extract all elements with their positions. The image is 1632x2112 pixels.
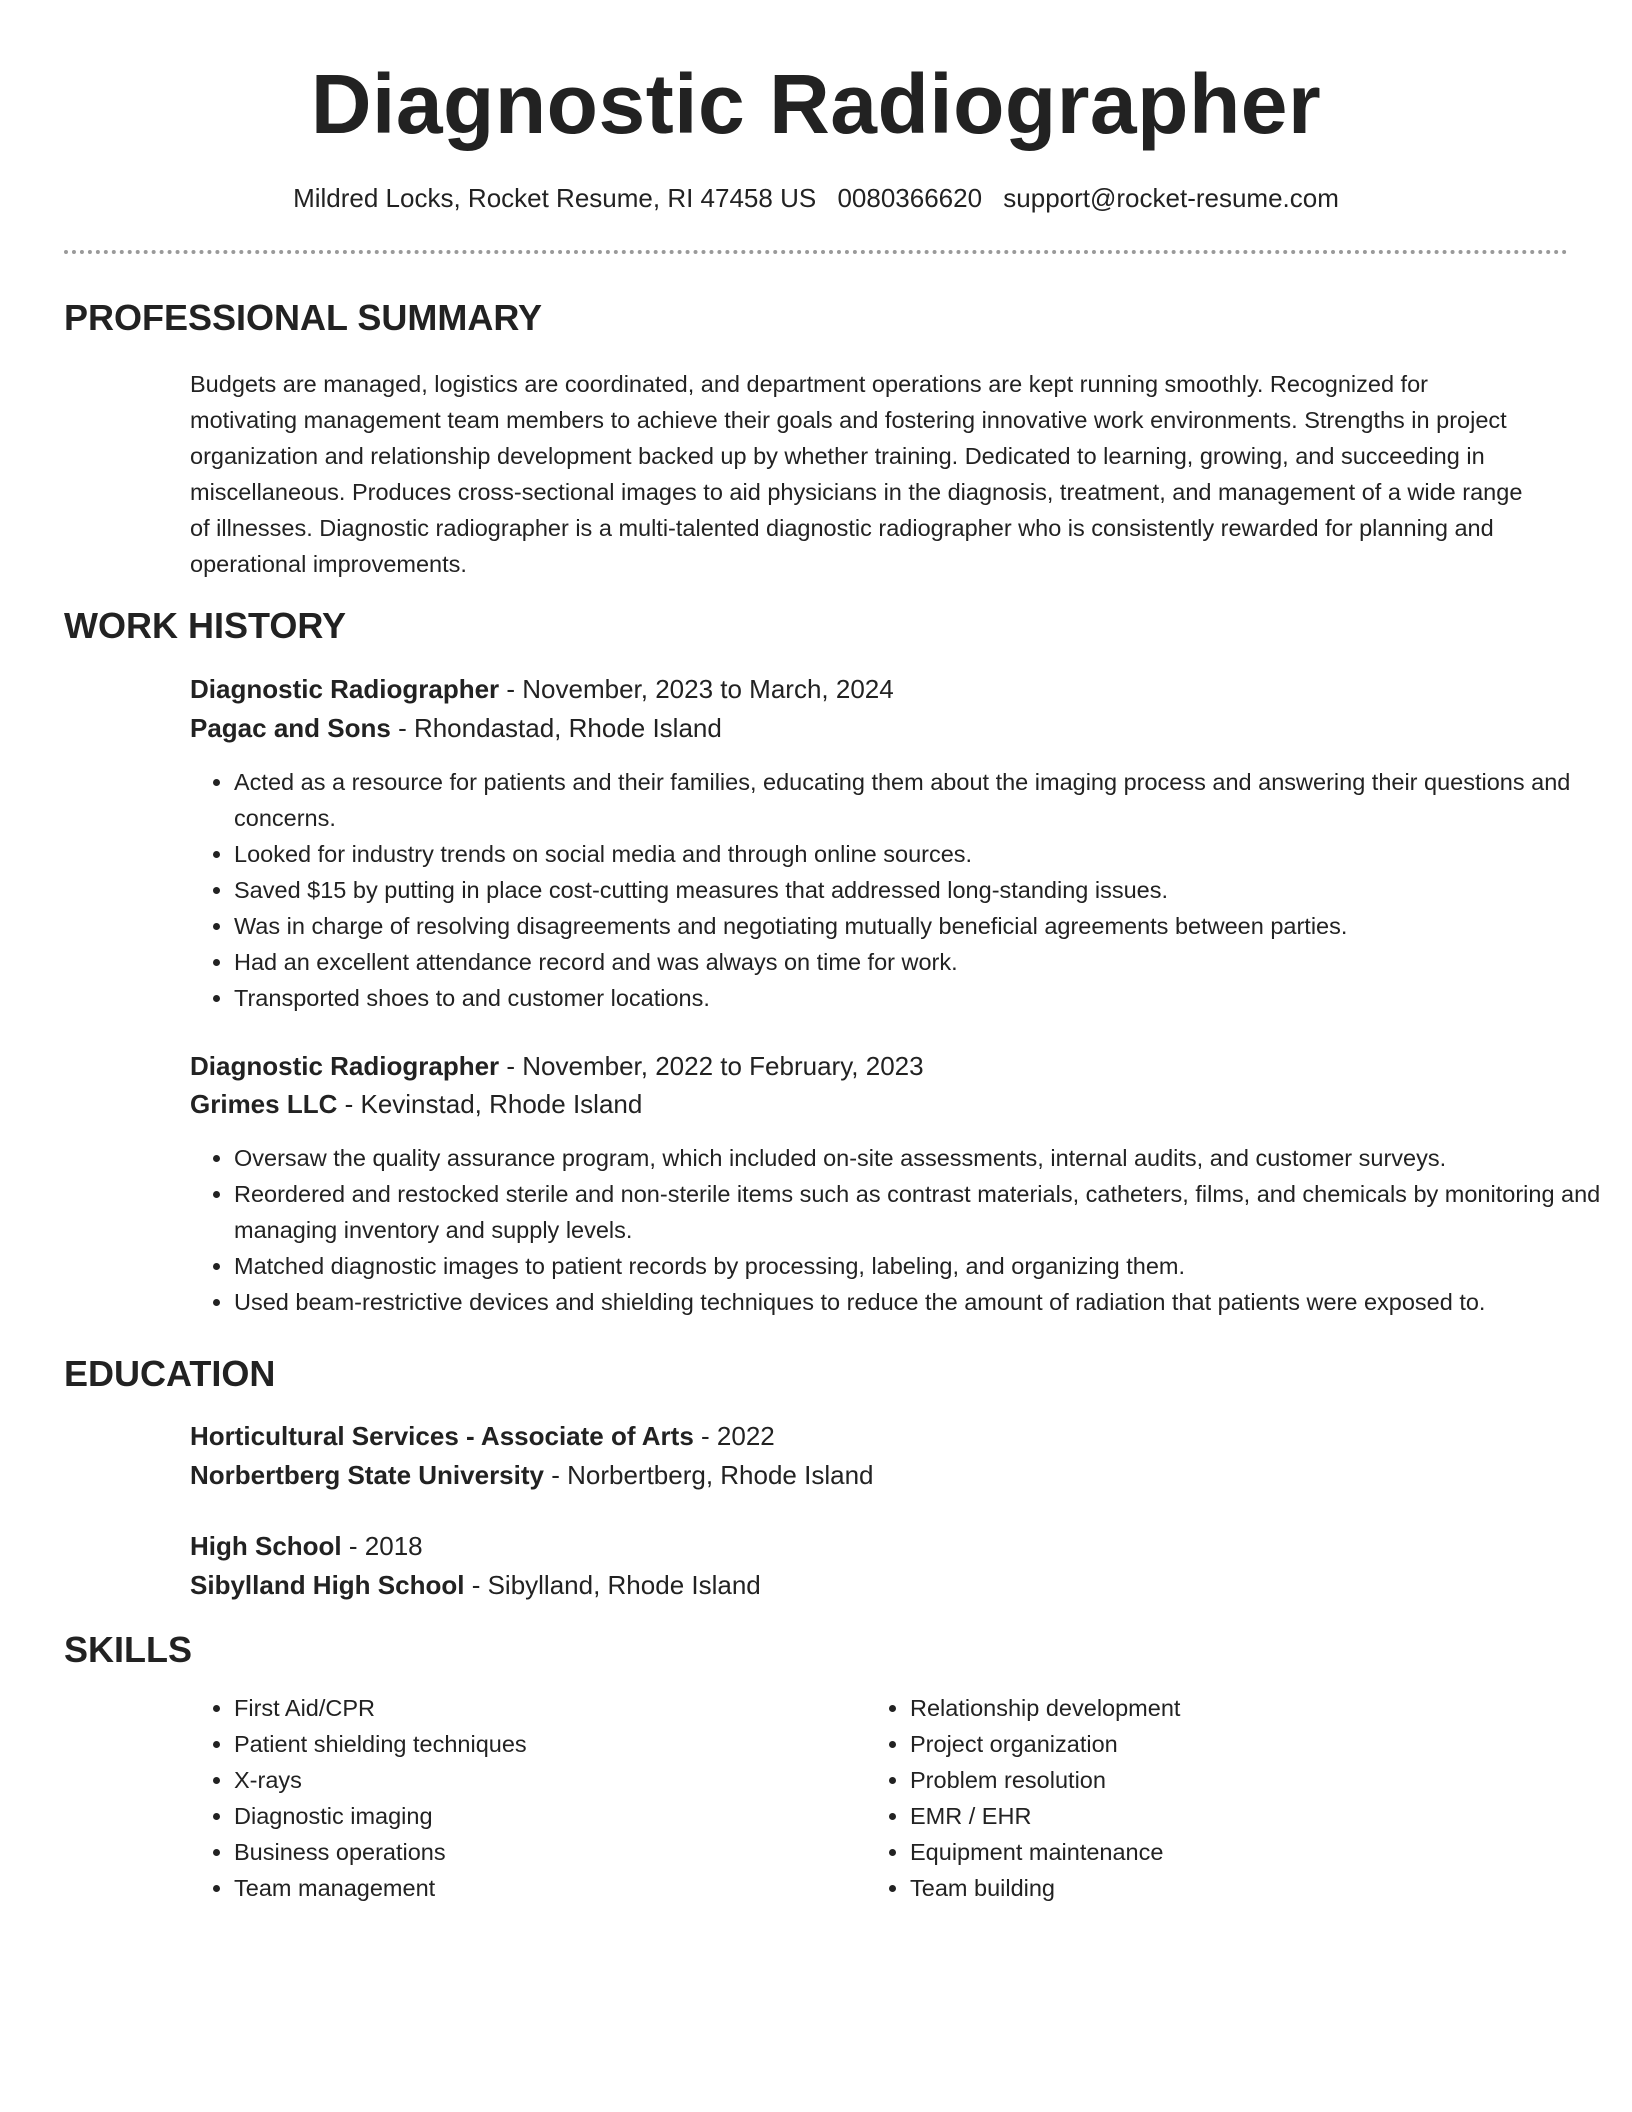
job-company: Grimes LLC bbox=[190, 1089, 338, 1119]
education-school-line bbox=[190, 1457, 874, 1493]
education-location: - Norbertberg, Rhode Island bbox=[543, 1460, 874, 1490]
skill-item: • First Aid/CPR bbox=[234, 1690, 834, 1726]
education-school: Norbertberg State University bbox=[190, 1460, 544, 1490]
education-school: Sibylland High School bbox=[190, 1570, 465, 1600]
job-company-line bbox=[190, 1086, 642, 1122]
list-item: • Transported shoes to and customer locations. bbox=[234, 980, 1632, 1016]
skills-list-left bbox=[190, 1690, 834, 1906]
work-history-heading: WORK HISTORY bbox=[64, 605, 347, 646]
education-degree-line bbox=[190, 1528, 423, 1564]
contact-line bbox=[0, 180, 1632, 216]
job-company: Pagac and Sons bbox=[190, 713, 391, 743]
skill-item: • Project organization bbox=[910, 1726, 1510, 1762]
job-bullets bbox=[190, 1140, 1632, 1320]
education-year: - 2018 bbox=[341, 1531, 423, 1561]
education-school-line bbox=[190, 1567, 761, 1603]
education-degree: High School bbox=[190, 1531, 342, 1561]
list-item: • Oversaw the quality assurance program, which included on-site assessments, internal audits, and customer surveys. bbox=[234, 1140, 1632, 1176]
education-degree-line bbox=[190, 1418, 775, 1454]
job-title-line bbox=[190, 671, 894, 707]
contact-address: Mildred Locks, Rocket Resume, RI 47458 US bbox=[293, 183, 817, 213]
skill-item: • EMR / EHR bbox=[910, 1798, 1510, 1834]
list-item: • Matched diagnostic images to patient records by processing, labeling, and organizing them. bbox=[234, 1248, 1632, 1284]
job-title: Diagnostic Radiographer bbox=[190, 674, 500, 704]
skill-item: • Problem resolution bbox=[910, 1762, 1510, 1798]
education-degree: Horticultural Services - Associate of Arts bbox=[190, 1421, 694, 1451]
list-item: • Reordered and restocked sterile and non-sterile items such as contrast materials, catheters, films, and chemicals by monitoring and managing inventory and supply levels. bbox=[234, 1176, 1632, 1248]
skills-heading: SKILLS bbox=[64, 1629, 193, 1670]
education-heading: EDUCATION bbox=[64, 1353, 276, 1394]
list-item: • Had an excellent attendance record and was always on time for work. bbox=[234, 944, 1632, 980]
job-location: - Kevinstad, Rhode Island bbox=[337, 1089, 643, 1119]
list-item: • Used beam-restrictive devices and shielding techniques to reduce the amount of radiation that patients were exposed to. bbox=[234, 1284, 1632, 1320]
job-dates: - November, 2023 to March, 2024 bbox=[499, 674, 894, 704]
job-dates: - November, 2022 to February, 2023 bbox=[499, 1051, 924, 1081]
skill-item: • Equipment maintenance bbox=[910, 1834, 1510, 1870]
skill-item: • Diagnostic imaging bbox=[234, 1798, 834, 1834]
contact-email: support@rocket-resume.com bbox=[1003, 183, 1339, 213]
skill-item: • Business operations bbox=[234, 1834, 834, 1870]
summary-heading: PROFESSIONAL SUMMARY bbox=[64, 297, 543, 338]
resume-title: Diagnostic Radiographer bbox=[310, 57, 1322, 151]
education-year: - 2022 bbox=[693, 1421, 775, 1451]
list-item: • Was in charge of resolving disagreements and negotiating mutually beneficial agreements between parties. bbox=[234, 908, 1632, 944]
summary-text: Budgets are managed, logistics are coordinated, and department operations are kept running smoothly. Recognized for motivating management team members to achieve their goals and fostering innovative work environments. Strengths in project organization and relationship development backed up by whether training. Dedicated to learning, growing, and succeeding in miscellaneous. Produces cross-sectional images to aid physicians in the diagnosis, treatment, and management of a wide range of illnesses. Diagnostic radiographer is a multi-talented diagnostic radiographer who is consistently rewarded for planning and operational improvements. bbox=[190, 371, 1523, 577]
skill-item: • Patient shielding techniques bbox=[234, 1726, 834, 1762]
job-location: - Rhondastad, Rhode Island bbox=[390, 713, 722, 743]
education-location: - Sibylland, Rhode Island bbox=[464, 1570, 761, 1600]
skill-item: • Relationship development bbox=[910, 1690, 1510, 1726]
job-bullets bbox=[190, 764, 1632, 1016]
job-title: Diagnostic Radiographer bbox=[190, 1051, 500, 1081]
skill-item: • X-rays bbox=[234, 1762, 834, 1798]
job-title-line bbox=[190, 1048, 924, 1084]
list-item: • Acted as a resource for patients and their families, educating them about the imaging process and answering their questions and concerns. bbox=[234, 764, 1632, 836]
job-company-line bbox=[190, 710, 722, 746]
list-item: • Looked for industry trends on social media and through online sources. bbox=[234, 836, 1632, 872]
list-item: • Saved $15 by putting in place cost-cutting measures that addressed long-standing issues. bbox=[234, 872, 1632, 908]
header-divider bbox=[64, 250, 1568, 254]
contact-phone: 0080366620 bbox=[837, 183, 983, 213]
skills-list-right bbox=[866, 1690, 1510, 1906]
skill-item: • Team building bbox=[910, 1870, 1510, 1906]
skill-item: • Team management bbox=[234, 1870, 834, 1906]
